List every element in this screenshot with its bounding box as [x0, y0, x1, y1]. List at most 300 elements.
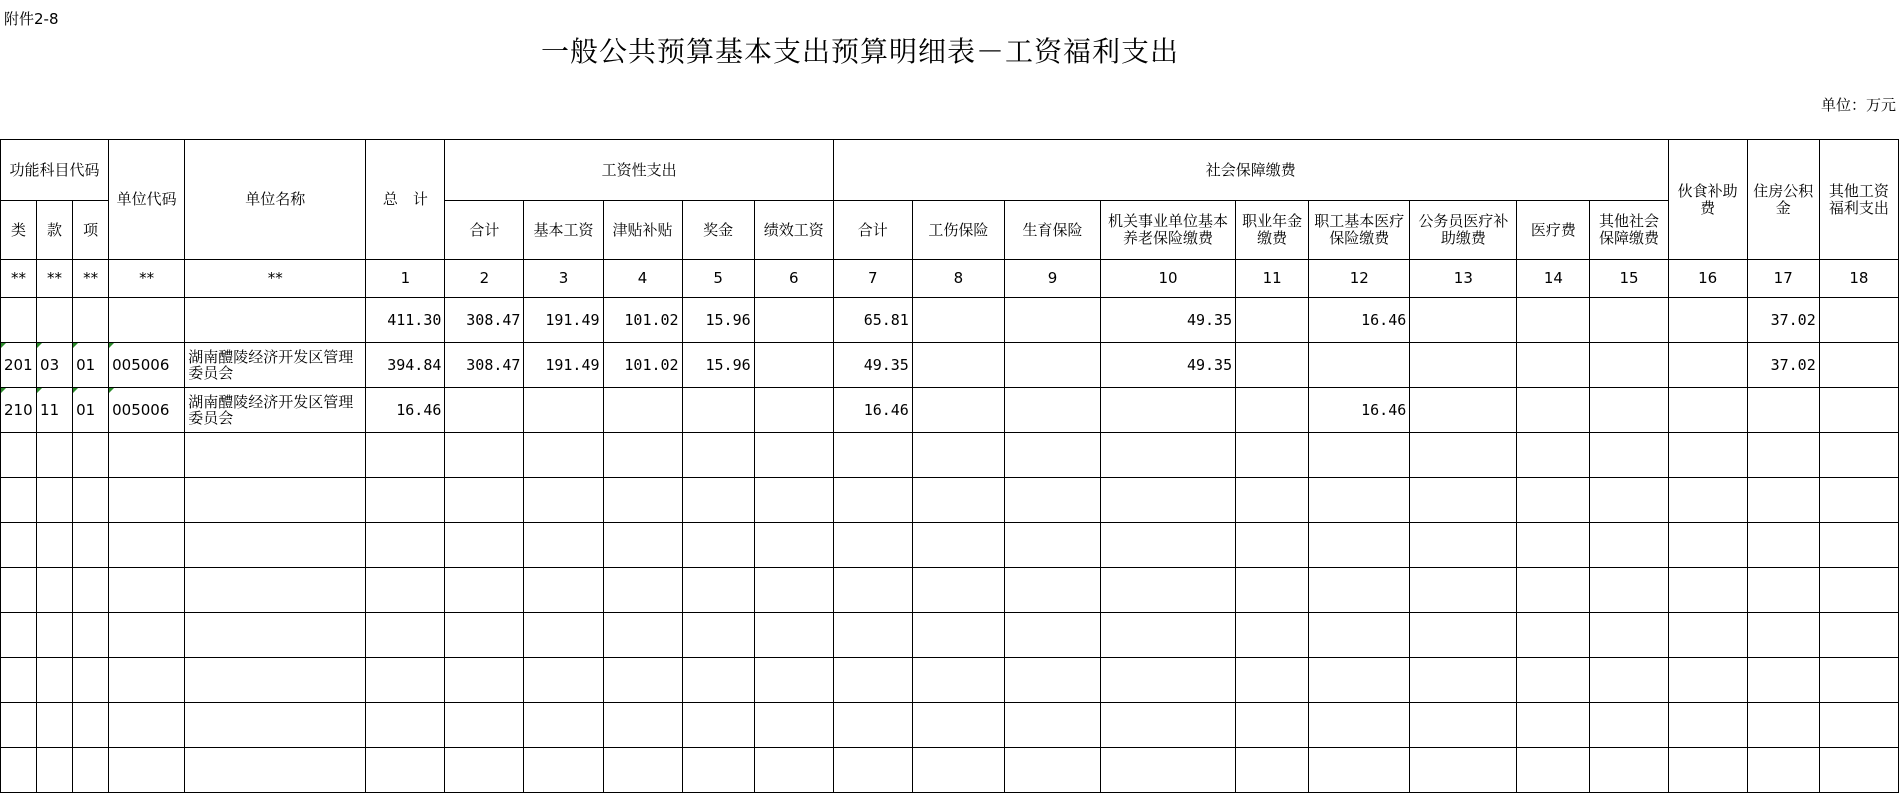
empty-cell: [1236, 433, 1309, 478]
table-cell: [1668, 388, 1747, 433]
empty-cell: [1309, 748, 1410, 793]
index-cell: **: [37, 260, 73, 298]
table-cell: 210: [1, 388, 37, 433]
empty-cell: [1668, 568, 1747, 613]
index-cell: **: [109, 260, 185, 298]
empty-cell: [524, 658, 603, 703]
table-cell: 191.49: [524, 343, 603, 388]
budget-table: [0, 139, 1899, 793]
table-cell: 16.46: [1309, 388, 1410, 433]
index-cell: 17: [1747, 260, 1819, 298]
empty-cell: [1236, 523, 1309, 568]
index-cell: 1: [366, 260, 445, 298]
empty-cell: [185, 658, 366, 703]
empty-cell: [1004, 613, 1100, 658]
table-cell: 49.35: [1101, 298, 1236, 343]
empty-cell: [754, 433, 833, 478]
table-cell: 16.46: [366, 388, 445, 433]
table-cell: 005006: [109, 343, 185, 388]
empty-cell: [682, 523, 754, 568]
empty-cell: [603, 748, 682, 793]
header-basic-salary: 基本工资: [524, 201, 603, 260]
empty-cell: [1668, 433, 1747, 478]
table-cell: 15.96: [682, 343, 754, 388]
table-cell: [185, 298, 366, 343]
empty-cell: [1410, 523, 1517, 568]
table-cell: [1819, 343, 1898, 388]
empty-cell: [1590, 433, 1668, 478]
empty-cell: [1747, 703, 1819, 748]
empty-cell: [1590, 748, 1668, 793]
table-cell: 411.30: [366, 298, 445, 343]
empty-cell: [603, 568, 682, 613]
index-cell: 16: [1668, 260, 1747, 298]
table-cell: [1668, 298, 1747, 343]
table-cell: 16.46: [1309, 298, 1410, 343]
empty-cell: [185, 568, 366, 613]
empty-cell: [682, 748, 754, 793]
empty-cell: [754, 478, 833, 523]
table-cell: [754, 343, 833, 388]
empty-cell: [1668, 703, 1747, 748]
empty-cell: [912, 703, 1004, 748]
empty-cell: [445, 433, 524, 478]
empty-cell: [1747, 523, 1819, 568]
empty-cell: [833, 478, 912, 523]
empty-cell: [1590, 658, 1668, 703]
empty-cell: [1819, 478, 1898, 523]
empty-cell: [1819, 658, 1898, 703]
empty-cell: [109, 748, 185, 793]
empty-cell: [1309, 568, 1410, 613]
table-row: [1, 298, 1899, 343]
empty-cell: [833, 523, 912, 568]
table-cell: [1004, 298, 1100, 343]
table-cell: [1236, 343, 1309, 388]
table-cell: [603, 388, 682, 433]
empty-cell: [524, 568, 603, 613]
empty-cell: [1747, 433, 1819, 478]
empty-cell: [1236, 568, 1309, 613]
empty-cell: [1819, 523, 1898, 568]
table-cell: [1590, 388, 1668, 433]
empty-cell: [73, 613, 109, 658]
empty-row: [1, 748, 1899, 793]
empty-cell: [1101, 748, 1236, 793]
table-cell: [73, 298, 109, 343]
empty-cell: [754, 658, 833, 703]
empty-cell: [1517, 748, 1590, 793]
empty-cell: [1747, 568, 1819, 613]
empty-cell: [73, 433, 109, 478]
empty-cell: [1101, 703, 1236, 748]
table-cell: [524, 388, 603, 433]
empty-cell: [1410, 568, 1517, 613]
header-maternity-insurance: 生育保险: [1004, 201, 1100, 260]
empty-cell: [445, 568, 524, 613]
table-cell: [1004, 343, 1100, 388]
index-row: [1, 260, 1899, 298]
table-cell: [1517, 298, 1590, 343]
table-cell: [1309, 343, 1410, 388]
empty-cell: [1101, 568, 1236, 613]
empty-cell: [1236, 478, 1309, 523]
empty-row: [1, 523, 1899, 568]
table-cell: 湖南醴陵经济开发区管理委员会: [185, 388, 366, 433]
header-row-1: [1, 140, 1899, 201]
empty-cell: [1004, 748, 1100, 793]
empty-cell: [524, 613, 603, 658]
table-cell: 308.47: [445, 343, 524, 388]
empty-cell: [1101, 478, 1236, 523]
empty-cell: [1410, 613, 1517, 658]
empty-cell: [912, 748, 1004, 793]
table-cell: 16.46: [833, 388, 912, 433]
empty-cell: [445, 523, 524, 568]
header-annuity: 职业年金缴费: [1236, 201, 1309, 260]
empty-cell: [1004, 658, 1100, 703]
empty-cell: [1819, 748, 1898, 793]
empty-cell: [603, 478, 682, 523]
empty-cell: [445, 703, 524, 748]
empty-cell: [1819, 613, 1898, 658]
table-cell: 37.02: [1747, 343, 1819, 388]
header-civil-medical: 公务员医疗补助缴费: [1410, 201, 1517, 260]
table-cell: [1590, 343, 1668, 388]
empty-cell: [1309, 433, 1410, 478]
empty-cell: [912, 658, 1004, 703]
empty-cell: [1236, 613, 1309, 658]
empty-cell: [185, 523, 366, 568]
empty-cell: [1410, 433, 1517, 478]
empty-cell: [1747, 658, 1819, 703]
empty-cell: [37, 478, 73, 523]
index-cell: 8: [912, 260, 1004, 298]
empty-cell: [1819, 568, 1898, 613]
empty-cell: [912, 478, 1004, 523]
empty-cell: [73, 748, 109, 793]
table-body: [1, 260, 1899, 793]
empty-cell: [1819, 433, 1898, 478]
empty-cell: [682, 568, 754, 613]
header-kuan: 款: [37, 201, 73, 260]
empty-cell: [1517, 613, 1590, 658]
empty-row: [1, 703, 1899, 748]
table-row: [1, 388, 1899, 433]
table-cell: [445, 388, 524, 433]
table-cell: [1101, 388, 1236, 433]
empty-cell: [1747, 613, 1819, 658]
table-cell: [1236, 298, 1309, 343]
table-cell: 65.81: [833, 298, 912, 343]
empty-cell: [1668, 613, 1747, 658]
empty-cell: [109, 658, 185, 703]
index-cell: 3: [524, 260, 603, 298]
table-cell: [1668, 343, 1747, 388]
empty-cell: [37, 568, 73, 613]
empty-cell: [366, 658, 445, 703]
empty-cell: [185, 478, 366, 523]
empty-cell: [185, 613, 366, 658]
empty-cell: [1410, 478, 1517, 523]
empty-cell: [754, 748, 833, 793]
empty-cell: [185, 433, 366, 478]
empty-cell: [603, 433, 682, 478]
empty-cell: [833, 613, 912, 658]
header-salary-group: 工资性支出: [445, 140, 833, 201]
table-cell: 101.02: [603, 343, 682, 388]
index-cell: **: [1, 260, 37, 298]
table-cell: 湖南醴陵经济开发区管理委员会: [185, 343, 366, 388]
table-cell: [1590, 298, 1668, 343]
empty-cell: [912, 433, 1004, 478]
empty-cell: [37, 658, 73, 703]
empty-cell: [73, 568, 109, 613]
empty-cell: [1668, 658, 1747, 703]
empty-cell: [1, 568, 37, 613]
header-injury-insurance: 工伤保险: [912, 201, 1004, 260]
empty-cell: [1004, 703, 1100, 748]
table-cell: [1410, 298, 1517, 343]
table-cell: [1410, 388, 1517, 433]
table-cell: 15.96: [682, 298, 754, 343]
header-social-total: 合计: [833, 201, 912, 260]
table-cell: [1517, 388, 1590, 433]
empty-row: [1, 568, 1899, 613]
table-row: [1, 343, 1899, 388]
empty-cell: [1747, 478, 1819, 523]
header-func-code: 功能科目代码: [1, 140, 109, 201]
empty-cell: [1668, 523, 1747, 568]
empty-cell: [1, 433, 37, 478]
index-cell: 6: [754, 260, 833, 298]
empty-cell: [1004, 523, 1100, 568]
empty-cell: [912, 523, 1004, 568]
empty-cell: [73, 478, 109, 523]
header-unit-name: 单位名称: [185, 140, 366, 260]
header-housing: 住房公积金: [1747, 140, 1819, 260]
table-cell: 101.02: [603, 298, 682, 343]
empty-cell: [109, 523, 185, 568]
empty-cell: [1004, 433, 1100, 478]
empty-row: [1, 433, 1899, 478]
empty-cell: [37, 433, 73, 478]
table-cell: 394.84: [366, 343, 445, 388]
index-cell: 12: [1309, 260, 1410, 298]
empty-cell: [109, 478, 185, 523]
table-cell: [912, 343, 1004, 388]
empty-cell: [1410, 748, 1517, 793]
empty-cell: [37, 523, 73, 568]
index-cell: 18: [1819, 260, 1898, 298]
header-social-group: 社会保障缴费: [833, 140, 1668, 201]
empty-cell: [1236, 703, 1309, 748]
empty-cell: [1309, 658, 1410, 703]
empty-row: [1, 613, 1899, 658]
empty-cell: [754, 568, 833, 613]
empty-cell: [1101, 658, 1236, 703]
empty-cell: [754, 523, 833, 568]
empty-cell: [1309, 703, 1410, 748]
index-cell: **: [185, 260, 366, 298]
header-bonus: 奖金: [682, 201, 754, 260]
empty-cell: [833, 433, 912, 478]
empty-cell: [37, 748, 73, 793]
header-other-social: 其他社会保障缴费: [1590, 201, 1668, 260]
empty-cell: [603, 703, 682, 748]
empty-cell: [754, 613, 833, 658]
table-cell: [37, 298, 73, 343]
empty-cell: [1236, 658, 1309, 703]
table-cell: [109, 298, 185, 343]
empty-cell: [1590, 568, 1668, 613]
header-lei: 类: [1, 201, 37, 260]
header-xiang: 项: [73, 201, 109, 260]
empty-cell: [1517, 523, 1590, 568]
empty-cell: [1517, 658, 1590, 703]
empty-cell: [73, 658, 109, 703]
empty-cell: [754, 703, 833, 748]
table-cell: [1410, 343, 1517, 388]
index-cell: 13: [1410, 260, 1517, 298]
empty-cell: [1309, 478, 1410, 523]
empty-cell: [912, 568, 1004, 613]
empty-row: [1, 658, 1899, 703]
table-cell: [1819, 298, 1898, 343]
empty-cell: [833, 703, 912, 748]
empty-cell: [912, 613, 1004, 658]
table-cell: 01: [73, 388, 109, 433]
empty-cell: [603, 613, 682, 658]
table-cell: [1517, 343, 1590, 388]
table-cell: [1236, 388, 1309, 433]
header-pension: 机关事业单位基本养老保险缴费: [1101, 201, 1236, 260]
empty-cell: [37, 703, 73, 748]
table-cell: 308.47: [445, 298, 524, 343]
header-salary-total: 合计: [445, 201, 524, 260]
empty-cell: [682, 658, 754, 703]
empty-cell: [1590, 703, 1668, 748]
empty-cell: [445, 613, 524, 658]
index-cell: 15: [1590, 260, 1668, 298]
table-cell: 01: [73, 343, 109, 388]
attachment-label: 附件2-8: [4, 10, 59, 28]
header-medical-fee: 医疗费: [1517, 201, 1590, 260]
empty-cell: [1668, 748, 1747, 793]
index-cell: 5: [682, 260, 754, 298]
header-medical-insurance: 职工基本医疗保险缴费: [1309, 201, 1410, 260]
empty-cell: [366, 478, 445, 523]
empty-cell: [1590, 523, 1668, 568]
empty-cell: [1, 613, 37, 658]
empty-cell: [1, 478, 37, 523]
table-cell: [1, 298, 37, 343]
index-cell: 7: [833, 260, 912, 298]
empty-cell: [366, 703, 445, 748]
empty-cell: [1517, 478, 1590, 523]
empty-cell: [1747, 748, 1819, 793]
empty-cell: [109, 568, 185, 613]
empty-cell: [1668, 478, 1747, 523]
index-cell: 11: [1236, 260, 1309, 298]
empty-cell: [445, 658, 524, 703]
empty-cell: [1, 748, 37, 793]
empty-cell: [603, 658, 682, 703]
empty-cell: [366, 748, 445, 793]
empty-cell: [1, 523, 37, 568]
empty-cell: [1, 703, 37, 748]
header-performance: 绩效工资: [754, 201, 833, 260]
empty-cell: [73, 703, 109, 748]
table-cell: 49.35: [833, 343, 912, 388]
table-cell: [682, 388, 754, 433]
index-cell: **: [73, 260, 109, 298]
table-cell: [754, 298, 833, 343]
table-cell: [1004, 388, 1100, 433]
empty-cell: [524, 748, 603, 793]
empty-cell: [1309, 613, 1410, 658]
empty-cell: [1, 658, 37, 703]
unit-label: 单位：万元: [1820, 96, 1896, 114]
index-cell: 2: [445, 260, 524, 298]
empty-cell: [1101, 523, 1236, 568]
header-other: 其他工资福利支出: [1819, 140, 1898, 260]
empty-cell: [682, 478, 754, 523]
empty-cell: [682, 613, 754, 658]
empty-cell: [1819, 703, 1898, 748]
empty-cell: [366, 568, 445, 613]
empty-cell: [1004, 478, 1100, 523]
table-cell: [1819, 388, 1898, 433]
empty-cell: [524, 433, 603, 478]
empty-cell: [185, 748, 366, 793]
empty-cell: [1101, 433, 1236, 478]
empty-cell: [524, 703, 603, 748]
table-cell: [912, 388, 1004, 433]
table-cell: 03: [37, 343, 73, 388]
empty-cell: [445, 478, 524, 523]
empty-cell: [109, 613, 185, 658]
index-cell: 10: [1101, 260, 1236, 298]
table-cell: 191.49: [524, 298, 603, 343]
empty-row: [1, 478, 1899, 523]
index-cell: 4: [603, 260, 682, 298]
header-total: 总 计: [366, 140, 445, 260]
empty-cell: [833, 658, 912, 703]
header-meal: 伙食补助费: [1668, 140, 1747, 260]
table-cell: 37.02: [1747, 298, 1819, 343]
empty-cell: [366, 523, 445, 568]
table-cell: 201: [1, 343, 37, 388]
empty-cell: [37, 613, 73, 658]
empty-cell: [445, 748, 524, 793]
page-title: 一般公共预算基本支出预算明细表－工资福利支出: [540, 35, 1179, 68]
index-cell: 14: [1517, 260, 1590, 298]
empty-cell: [185, 703, 366, 748]
empty-cell: [109, 433, 185, 478]
empty-cell: [366, 433, 445, 478]
empty-cell: [524, 523, 603, 568]
empty-cell: [73, 523, 109, 568]
empty-cell: [603, 523, 682, 568]
empty-cell: [1590, 478, 1668, 523]
empty-cell: [1101, 613, 1236, 658]
empty-cell: [1004, 568, 1100, 613]
index-cell: 9: [1004, 260, 1100, 298]
empty-cell: [682, 703, 754, 748]
empty-cell: [524, 478, 603, 523]
empty-cell: [833, 568, 912, 613]
